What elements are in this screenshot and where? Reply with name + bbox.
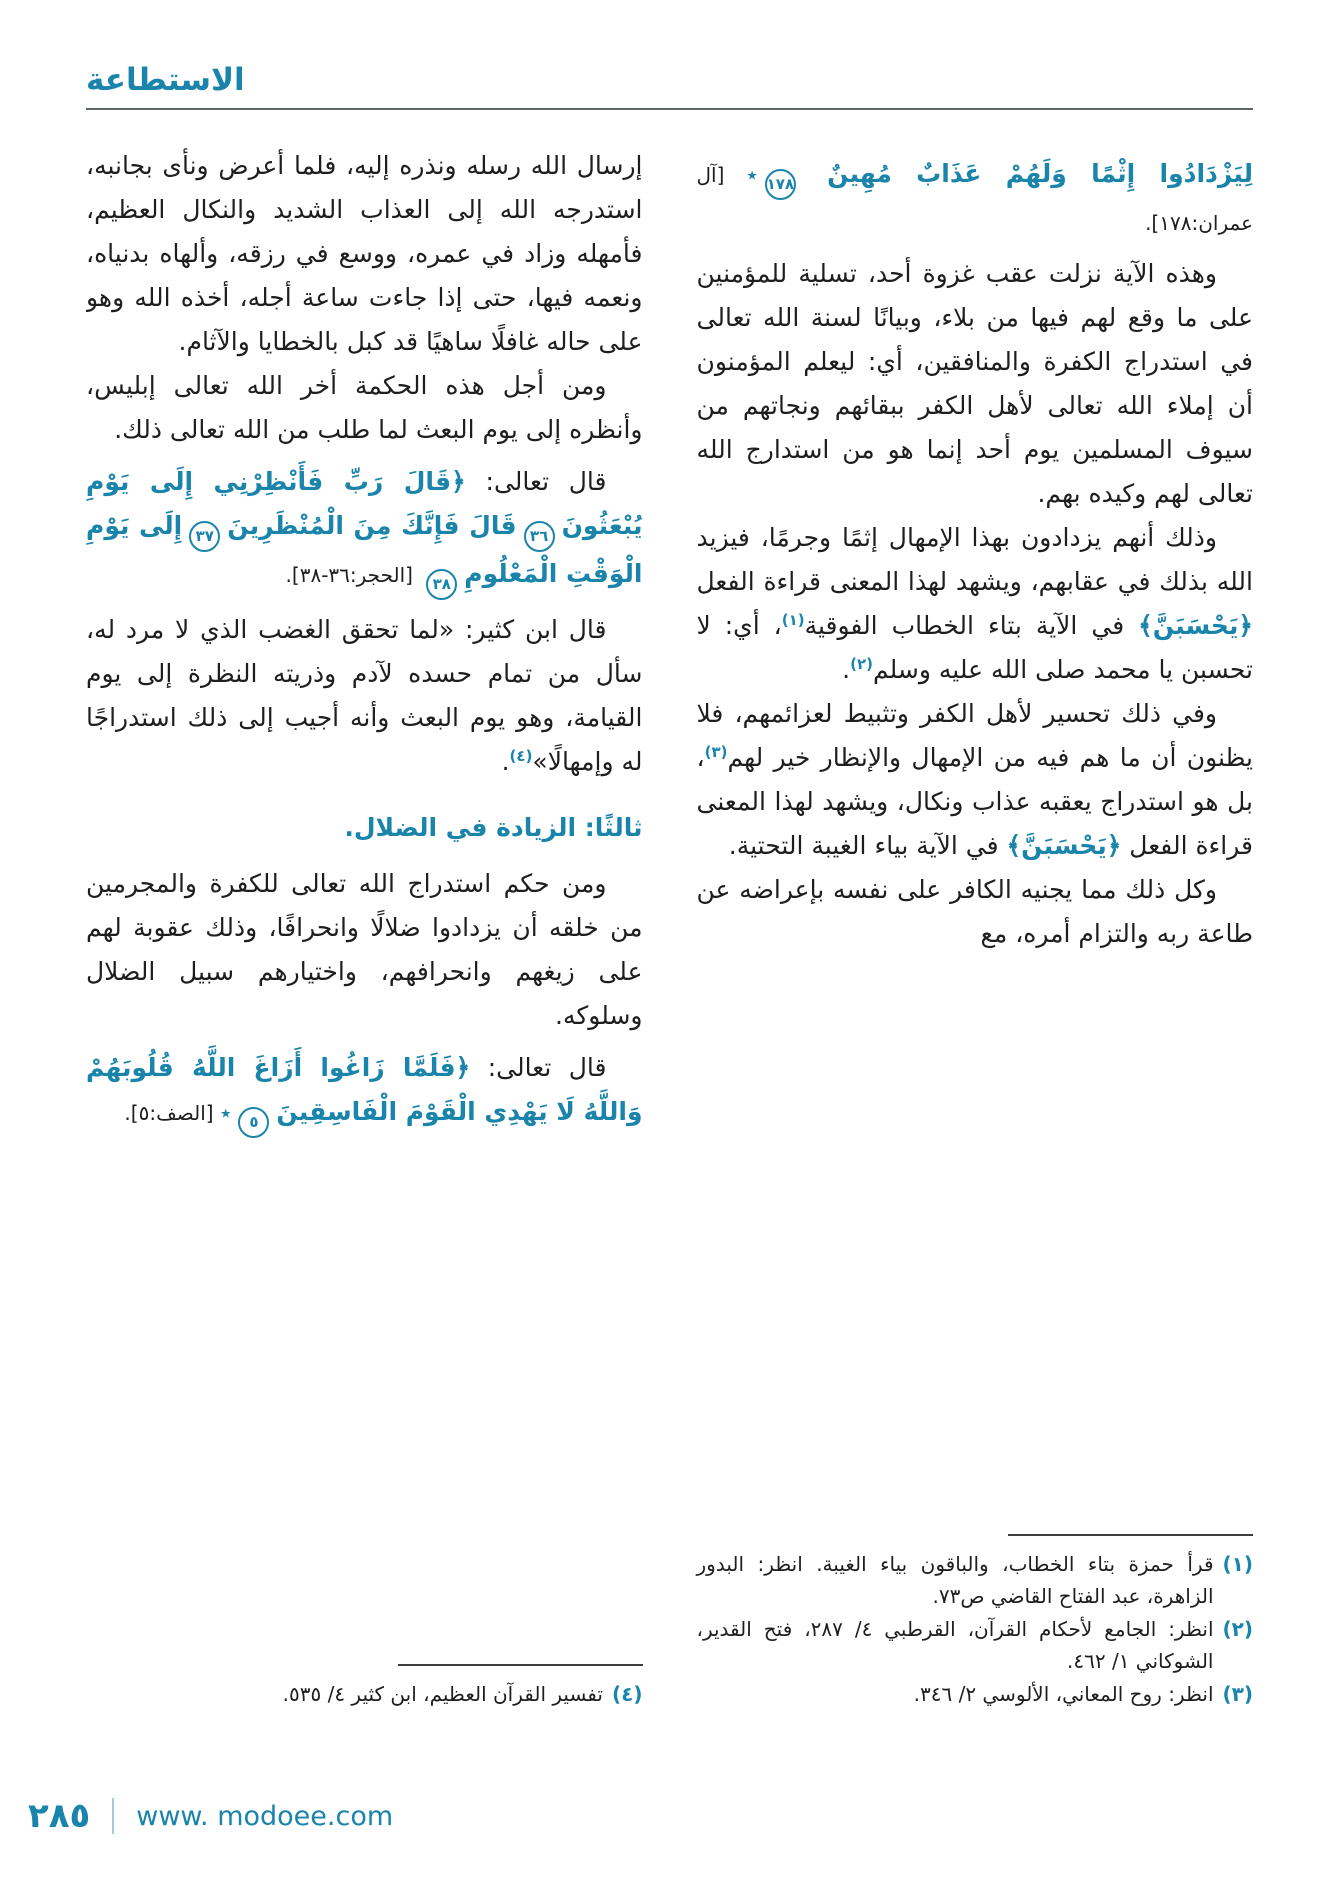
text-run: . (501, 747, 510, 776)
body-paragraph: ومن أجل هذه الحكمة أخر الله تعالى إبليس، وأنظره إلى يوم البعث لما طلب من الله تعالى ذلك. (86, 371, 643, 444)
page-footer (28, 1796, 393, 1836)
body-paragraph: وهذه الآية نزلت عقب غزوة أحد، تسلية للمؤمنين على ما وقع لهم فيها من بلاء، وبيانًا لسنة الله تعالى في استدراج الكفرة والمنافقين، أي: ليعلم المؤمنون أن إملاء الله تعالى لأهل الكفر ببقائهم ونجاتهم من سيوف المسلمين يوم أحد إنما هو من استدارج الله تعالى لهم وكيده بهم. (696, 259, 1253, 508)
footnote-number: (٣) (1222, 1681, 1253, 1706)
footnote (86, 1678, 643, 1710)
footnote-marker: (٢) (850, 655, 873, 673)
footnote-text: تفسير القرآن العظيم، ابن كثير ٤/ ٥٣٥. (282, 1681, 603, 1706)
text-run: قال تعالى: (470, 1053, 607, 1082)
quran-inline-text: إِلَى يَوْمِ الْوَقْتِ الْمَعْلُومِ (86, 511, 643, 588)
website-url: www. modoee.com (136, 1800, 394, 1832)
footnotes-left (86, 1658, 643, 1710)
text-run: وذلك أنهم يزدادون بهذا الإمهال إثمًا وجرمًا، فيزيد الله بذلك في عقابهم، ويشهد لهذا المعنى قراءة الفعل (696, 523, 1253, 596)
text-run: قال ابن كثير: «لما تحقق الغضب الذي لا مرد له، سأل من تمام حسده لآدم وذريته النظرة إلى يوم القيامة، وهو يوم البعث وأنه أجيب إلى ذلك استدراجًا له وإمهالًا» (86, 615, 643, 776)
footnote-text: انظر: روح المعاني، الألوسي ٢/ ٣٤٦. (913, 1681, 1214, 1706)
text-run: في الآية بياء الغيبة التحتية. (728, 831, 1007, 860)
footnote-marker: (٤) (509, 747, 533, 765)
text-run: ، أي: لا تحسبن يا محمد صلى الله عليه وسلم (696, 611, 1253, 684)
text-run: قال تعالى: (465, 467, 607, 496)
header-divider (86, 108, 1253, 110)
footnote (697, 1613, 1254, 1678)
quran-inline-text: ﴿فَلَمَّا زَاغُوا أَزَاغَ اللَّهُ قُلُوبَهُمْ وَاللَّهُ لَا يَهْدِي الْقَوْمَ الْفَاسِقِينَ (86, 1053, 643, 1126)
body-paragraph (86, 608, 643, 784)
verse-reference: [آل عمران:١٧٨]. (696, 163, 1253, 235)
ayah-number-medallion: ٥ (238, 1107, 269, 1138)
footnote-marker: (١) (781, 611, 805, 629)
footnote (697, 1548, 1254, 1613)
quran-inline-text: قَالَ فَإِنَّكَ مِنَ الْمُنْظَرِينَ (227, 511, 517, 540)
quran-inline-text: لِيَزْدَادُوا إِثْمًا وَلَهُمْ عَذَابٌ مُهِينٌ (802, 159, 1253, 188)
body-paragraph: ومن حكم استدراج الله تعالى للكفرة والمجرمين من خلقه أن يزدادوا ضلالًا وانحرافًا، وذلك عقوبة لهم على زيغهم وانحرافهم، واختيارهم سبيل الضلال وسلوكه. (86, 869, 643, 1030)
footnote (697, 1678, 1254, 1710)
quran-verse-al-imran (697, 152, 1254, 244)
footnote-text: انظر: الجامع لأحكام القرآن، القرطبي ٤/ ٢٨٧، فتح القدير، الشوكاني ١/ ٤٦٢. (696, 1616, 1214, 1674)
ayah-number-medallion: ٣٦ (524, 521, 555, 552)
body-paragraph (697, 516, 1254, 692)
two-column-content (86, 144, 1253, 1710)
text-run: . (842, 655, 851, 684)
ayah-number-medallion: ١٧٨ (765, 169, 796, 200)
footer-divider (112, 1798, 114, 1834)
ayah-ornament-icon: ٭ (219, 1101, 232, 1125)
footnote-marker: (٣) (704, 743, 728, 761)
body-paragraph (697, 692, 1254, 868)
text-run: ، بل هو استدراج يعقبه عذاب ونكال، ويشهد لهذا المعنى قراءة الفعل (696, 743, 1253, 860)
quran-verse-al-hijr (86, 460, 643, 600)
footnote-text: قرأ حمزة بتاء الخطاب، والباقون بياء الغيبة. انظر: البدور الزاهرة، عبد الفتاح القاضي ص٧٣. (696, 1552, 1214, 1609)
footnote-number: (٤) (612, 1681, 643, 1706)
column-left (86, 144, 643, 1710)
footnotes-right (697, 1528, 1254, 1710)
text-run: وفي ذلك تحسير لأهل الكفر وتثبيط لعزائمهم، فلا يظنون أن ما هم فيه من الإمهال والإنظار خير لهم (696, 699, 1253, 772)
ayah-number-medallion: ٣٧ (189, 521, 220, 552)
text-run: في الآية بتاء الخطاب الفوقية (804, 611, 1139, 640)
body-paragraph: إرسال الله رسله ونذره إليه، فلما أعرض ونأى بجانبه، استدرجه الله إلى العذاب الشديد والنكال العظيم، فأمهله وزاد في عمره، ووسع في رزقه، وألهاه بدنياه، ونعمه فيها، حتى إذا جاءت ساعة أجله، أخذه الله وهو على حاله غافلًا ساهيًا قد كبل بالخطايا والآثام. (86, 151, 643, 356)
footnote-divider (398, 1664, 643, 1666)
column-right (697, 144, 1254, 1710)
page-number: ٢٨٥ (28, 1796, 91, 1836)
section-heading: ثالثًا: الزيادة في الضلال. (344, 813, 643, 842)
footnote-divider (1008, 1534, 1253, 1536)
page-header (86, 62, 1253, 110)
page-title: الاستطاعة (86, 62, 245, 98)
quran-verse-as-saff (86, 1046, 643, 1138)
ayah-number-medallion: ٣٨ (426, 569, 457, 600)
verse-reference: [الحجر:٣٦-٣٨]. (285, 563, 420, 587)
quran-inline-text: ﴿قَالَ رَبِّ فَأَنْظِرْنِي إِلَى يَوْمِ يُبْعَثُونَ (86, 467, 643, 540)
quran-inline-text: ﴿يَحْسَبَنَّ﴾ (1006, 831, 1122, 860)
quran-inline-text: ﴿يَحْسَبَنَّ﴾ (1138, 611, 1253, 640)
footnote-number: (١) (1222, 1552, 1253, 1577)
verse-reference: [الصف:٥]. (124, 1101, 220, 1125)
footnote-number: (٢) (1222, 1616, 1253, 1641)
ayah-ornament-icon: ٭ (746, 163, 758, 187)
body-paragraph: وكل ذلك مما يجنيه الكافر على نفسه بإعراضه عن طاعة ربه والتزام أمره، مع (696, 875, 1253, 948)
